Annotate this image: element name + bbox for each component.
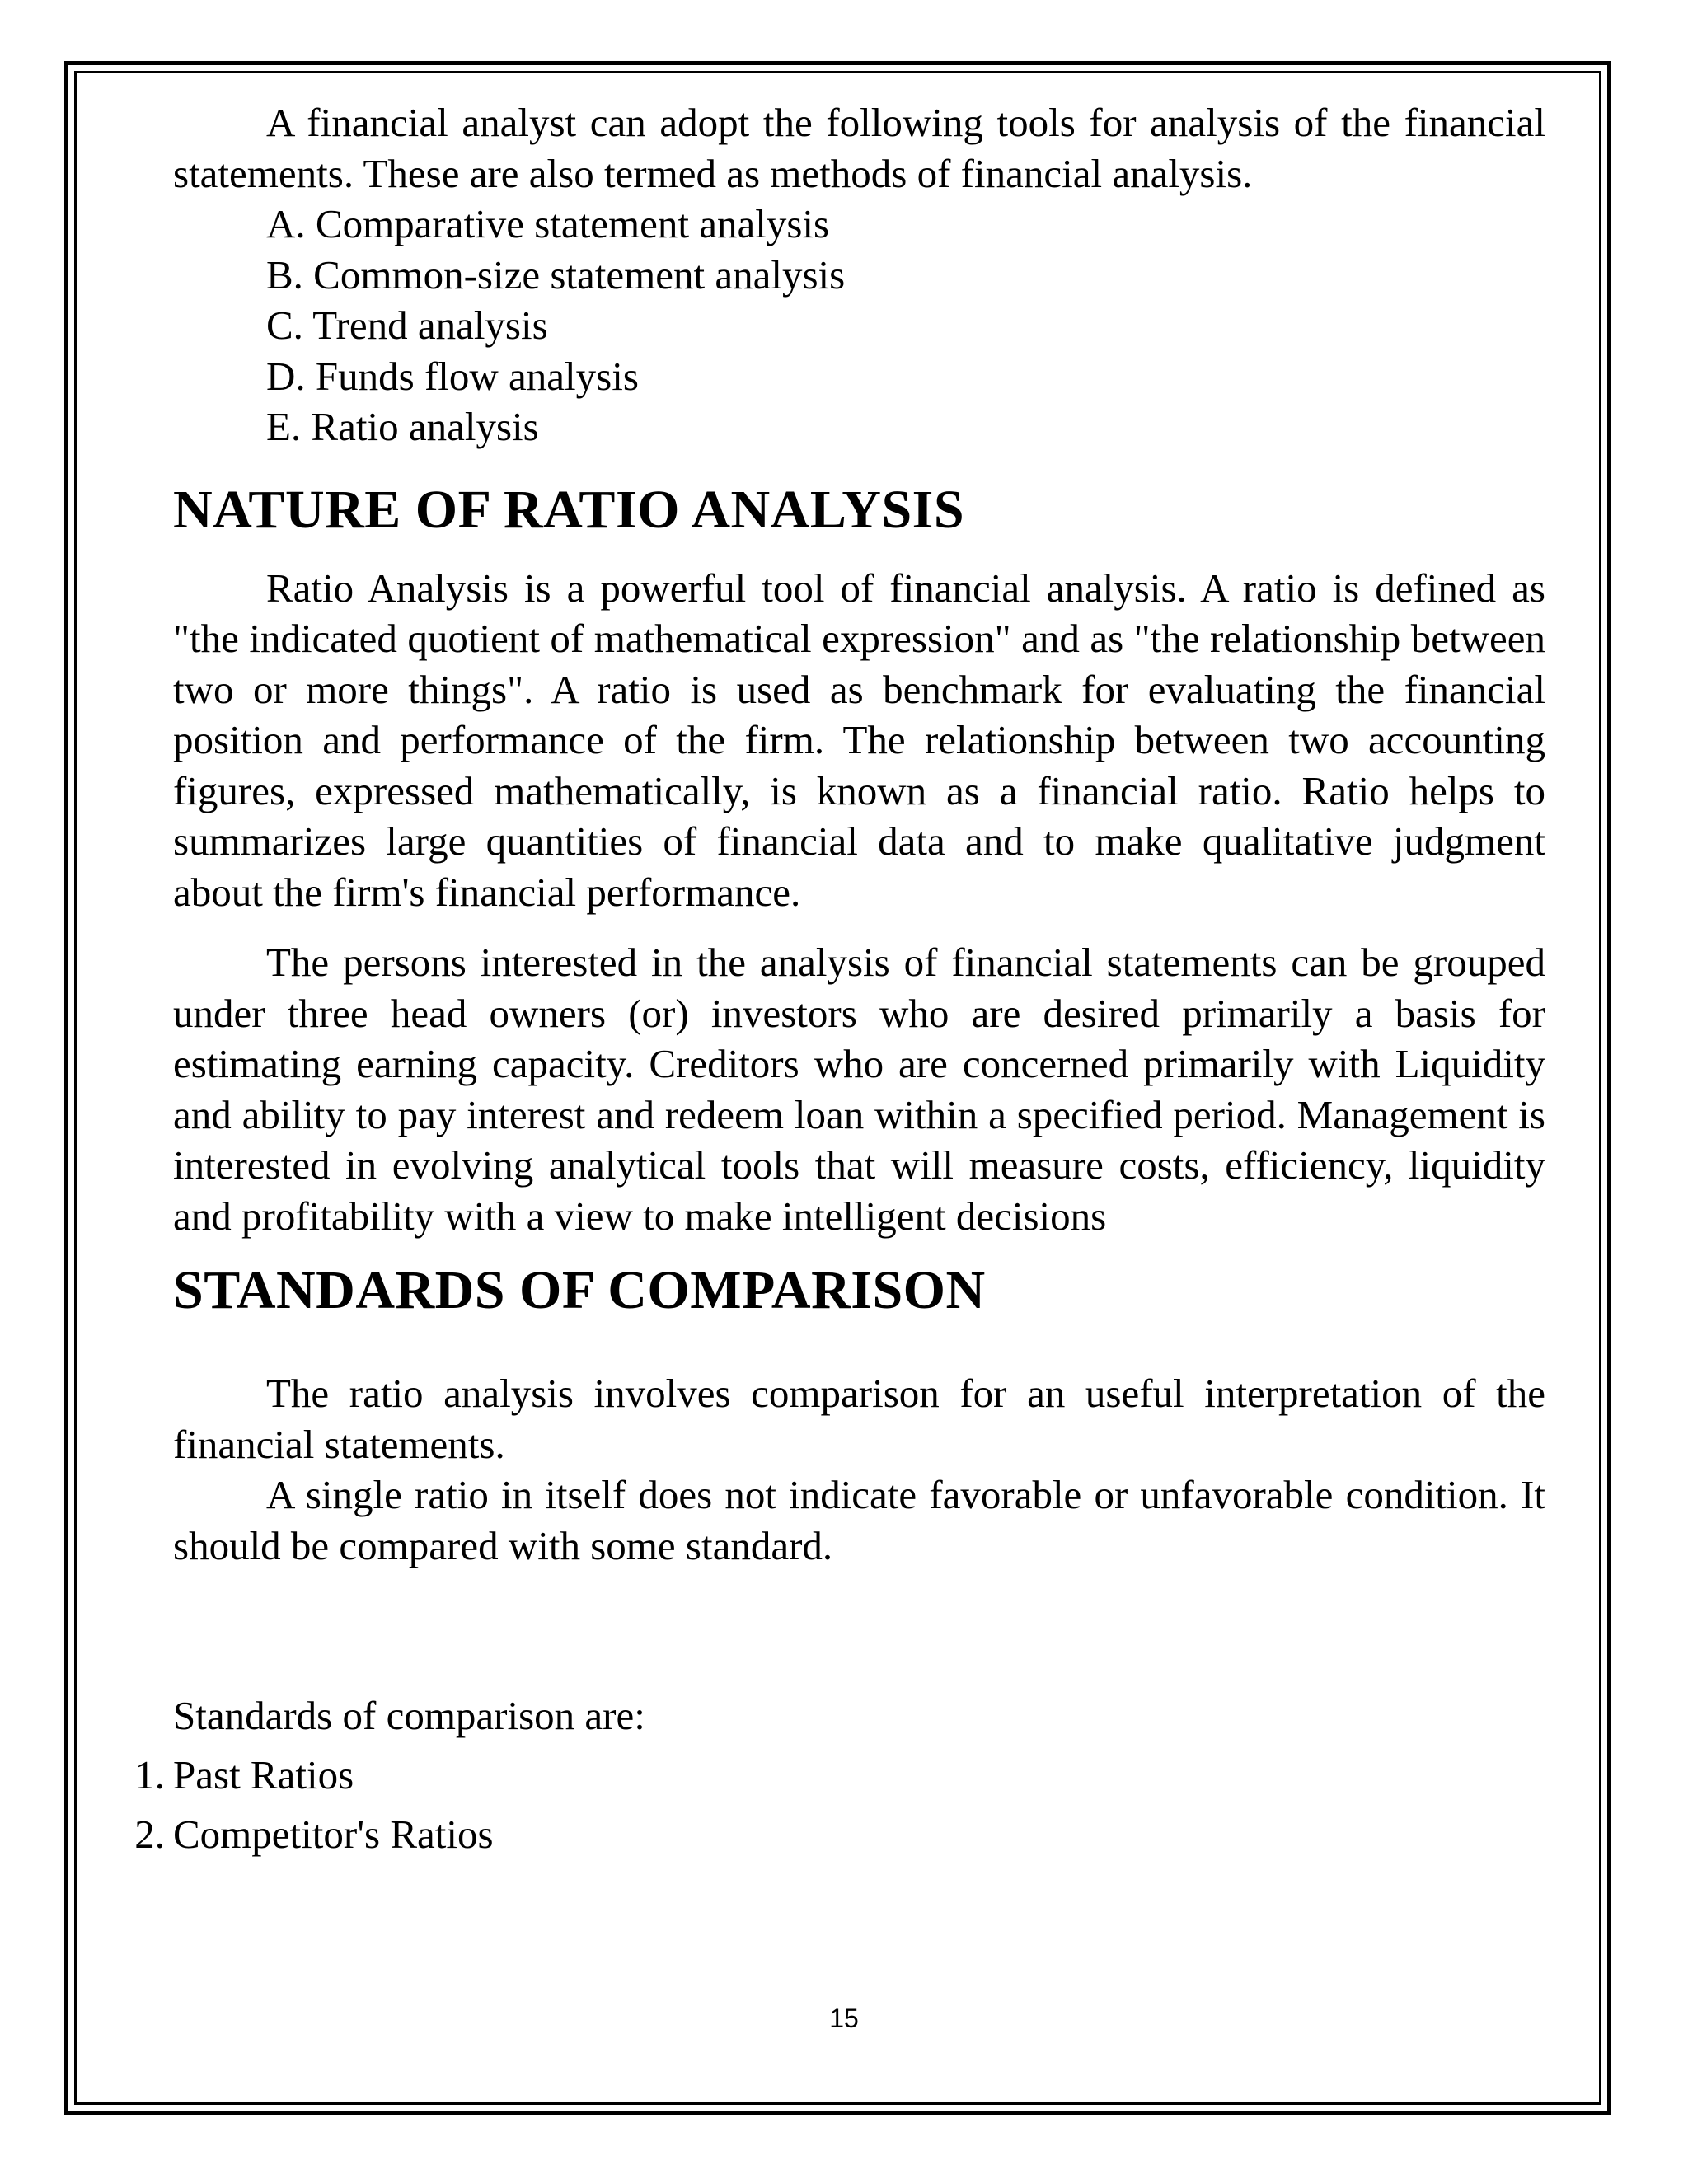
tool-item: E. Ratio analysis [266, 404, 539, 449]
nature-paragraph-2: The persons interested in the analysis of financial statements can be grouped under three head owners (or) investors who are desired primarily a basis for estimating earning capacity. Creditors who are concerned primarily with Liquidity and ability to pay interest and redeem loan within a specified period. Management is interested in evolving analytical tools that will measure costs, efficiency, liquidity and profitability with a view to make intelligent decisions [173, 940, 1545, 1239]
standards-list [134, 1746, 1545, 1864]
list-item [134, 1746, 1545, 1805]
standards-paragraph-1: The ratio analysis involves comparison for an useful interpretation of the financial statements. [173, 1371, 1545, 1467]
section-heading-standards: STANDARDS OF COMPARISON [173, 1260, 986, 1320]
standards-list-intro: Standards of comparison are: [173, 1693, 645, 1738]
tool-item: A. Comparative statement analysis [266, 201, 830, 246]
nature-paragraph-1: Ratio Analysis is a powerful tool of financial analysis. A ratio is defined as "the indicated quotient of mathematical expression" and as "the relationship between two or more things". A ratio is used as benchmark for evaluating the financial position and performance of the firm. The relationship between two accounting figures, expressed mathematically, is known as a financial ratio. Ratio helps to summarizes large quantities of financial data and to make qualitative judgment about the firm's financial performance. [173, 565, 1545, 915]
page-number: 15 [829, 2004, 859, 2033]
list-item-label: Past Ratios [173, 1752, 354, 1797]
list-item-number: 1. [134, 1752, 165, 1797]
standards-paragraph-2: A single ratio in itself does not indicate favorable or unfavorable condition. It should be compared with some standard. [173, 1472, 1545, 1568]
tools-list [173, 199, 1545, 452]
list-item-number: 2. [134, 1811, 165, 1857]
tool-item: B. Common-size statement analysis [266, 251, 846, 298]
list-item [134, 1805, 1545, 1864]
tool-item: D. Funds flow analysis [266, 353, 639, 399]
list-item-label: Competitor's Ratios [173, 1811, 494, 1857]
section-heading-nature: NATURE OF RATIO ANALYSIS [173, 479, 965, 540]
page-content [134, 97, 1545, 1864]
tool-item: C. Trend analysis [266, 302, 548, 348]
intro-paragraph: A financial analyst can adopt the following tools for analysis of the financial statements. These are also termed as methods of financial analysis. [173, 100, 1545, 196]
